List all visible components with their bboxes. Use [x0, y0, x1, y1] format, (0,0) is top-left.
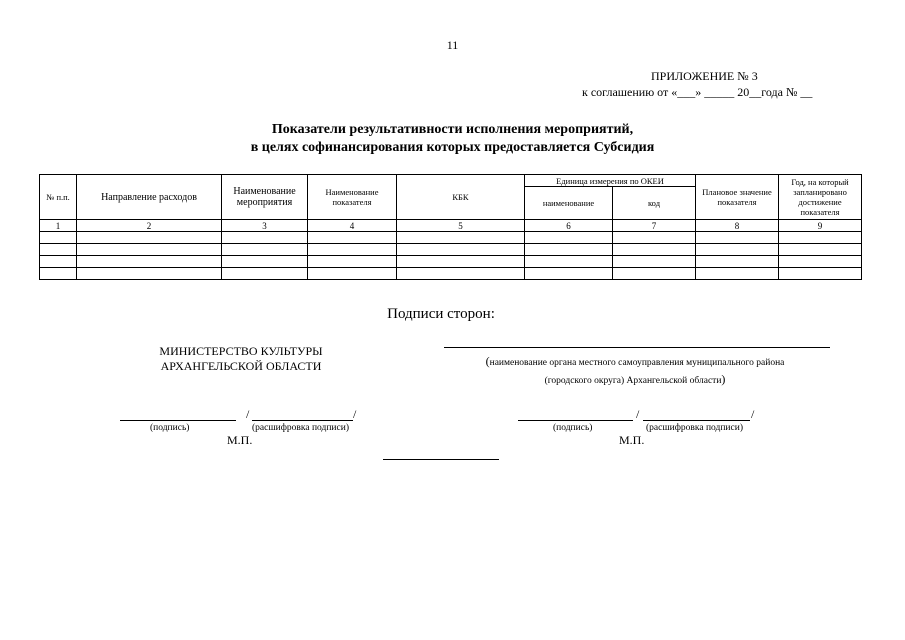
table-cell [77, 256, 222, 268]
signatures-title: Подписи сторон: [387, 306, 495, 322]
table-cell [222, 268, 308, 280]
left-decoding-label: (расшифровка подписи) [252, 423, 349, 433]
table-row [40, 256, 862, 268]
header-direction: Направление расходов [77, 175, 222, 220]
column-number: 5 [397, 220, 525, 232]
table-cell [525, 256, 613, 268]
column-number: 8 [696, 220, 779, 232]
page-number: 11 [446, 38, 459, 52]
table-cell [40, 268, 77, 280]
table-cell [613, 244, 696, 256]
table-cell [77, 268, 222, 280]
table-cell [308, 232, 397, 244]
column-number: 7 [613, 220, 696, 232]
header-okei-name: наименование [525, 187, 613, 220]
table-cell [222, 244, 308, 256]
ministry-name-line-1: МИНИСТЕРСТВО КУЛЬТУРЫ [159, 344, 323, 358]
table-cell [40, 256, 77, 268]
document-title-line-1: Показатели результативности исполнения мероприятий, [271, 122, 634, 137]
column-number: 6 [525, 220, 613, 232]
close-paren: ) [721, 372, 726, 386]
table-cell [40, 244, 77, 256]
municipal-org-caption-text-2: (городского округа) Архангельской области [544, 376, 722, 386]
table-cell [222, 232, 308, 244]
table-row [40, 244, 862, 256]
header-okei-group: Единица измерения по ОКЕИ [525, 175, 696, 187]
table-cell [77, 244, 222, 256]
table-cell [779, 232, 862, 244]
column-number: 2 [77, 220, 222, 232]
column-number: 9 [779, 220, 862, 232]
header-target-year: Год, на который запланировано достижение показателя [779, 175, 862, 220]
table-cell [779, 268, 862, 280]
table-cell [779, 256, 862, 268]
bottom-line [383, 459, 499, 460]
municipal-org-caption-line-2 [470, 371, 800, 389]
left-slash-open: / [246, 407, 250, 421]
table-cell [40, 232, 77, 244]
table-cell [696, 232, 779, 244]
left-decoding-line [252, 420, 353, 421]
table-cell [525, 232, 613, 244]
annex-subtitle: к соглашению от «___» _____ 20__года № __ [582, 85, 813, 99]
table-cell [613, 268, 696, 280]
table-cell [696, 268, 779, 280]
column-number: 1 [40, 220, 77, 232]
table-cell [77, 232, 222, 244]
indicators-table [39, 174, 862, 280]
ministry-name-line-2: АРХАНГЕЛЬСКОЙ ОБЛАСТИ [160, 359, 322, 373]
left-slash-close: / [353, 407, 357, 421]
right-slash-open: / [636, 407, 640, 421]
table-cell [308, 256, 397, 268]
column-number-row [40, 220, 862, 232]
right-decoding-line [643, 420, 750, 421]
annex-title: ПРИЛОЖЕНИЕ № 3 [651, 69, 758, 83]
municipal-org-caption-text-1: наименование органа местного самоуправления муниципального района [489, 358, 785, 368]
right-decoding-label: (расшифровка подписи) [646, 423, 743, 433]
table-cell [525, 268, 613, 280]
left-stamp-label: М.П. [227, 433, 253, 447]
header-event-name: Наименование мероприятия [222, 175, 308, 220]
table-cell [613, 256, 696, 268]
column-number: 3 [222, 220, 308, 232]
table-cell [222, 256, 308, 268]
right-stamp-label: М.П. [619, 433, 645, 447]
right-slash-close: / [751, 407, 755, 421]
table-cell [397, 268, 525, 280]
document-title [0, 121, 905, 157]
header-row-1 [40, 175, 862, 187]
table-row [40, 268, 862, 280]
document-title-line-2: в целях софинансирования которых предоставляется Субсидия [250, 140, 655, 155]
table-cell [696, 244, 779, 256]
municipal-org-caption-line-1 [470, 353, 800, 371]
right-signature-line [518, 420, 633, 421]
table-cell [308, 268, 397, 280]
table-cell [397, 232, 525, 244]
column-number: 4 [308, 220, 397, 232]
table-cell [696, 256, 779, 268]
ministry-name [126, 344, 356, 374]
header-okei-code: код [613, 187, 696, 220]
right-signature-label: (подпись) [553, 423, 593, 433]
municipal-org-name-line [444, 347, 830, 348]
table-cell [779, 244, 862, 256]
left-signature-line [120, 420, 236, 421]
table-cell [613, 232, 696, 244]
table-cell [397, 256, 525, 268]
header-num: № п.п. [40, 175, 77, 220]
table-cell [525, 244, 613, 256]
table-cell [397, 244, 525, 256]
municipal-org-caption [470, 353, 800, 389]
header-kbk: КБК [397, 175, 525, 220]
left-signature-label: (подпись) [150, 423, 190, 433]
open-paren: ( [485, 354, 490, 368]
table-row [40, 232, 862, 244]
header-planned-value: Плановое значение показателя [696, 175, 779, 220]
table-cell [308, 244, 397, 256]
header-indicator-name: Наименование показателя [308, 175, 397, 220]
